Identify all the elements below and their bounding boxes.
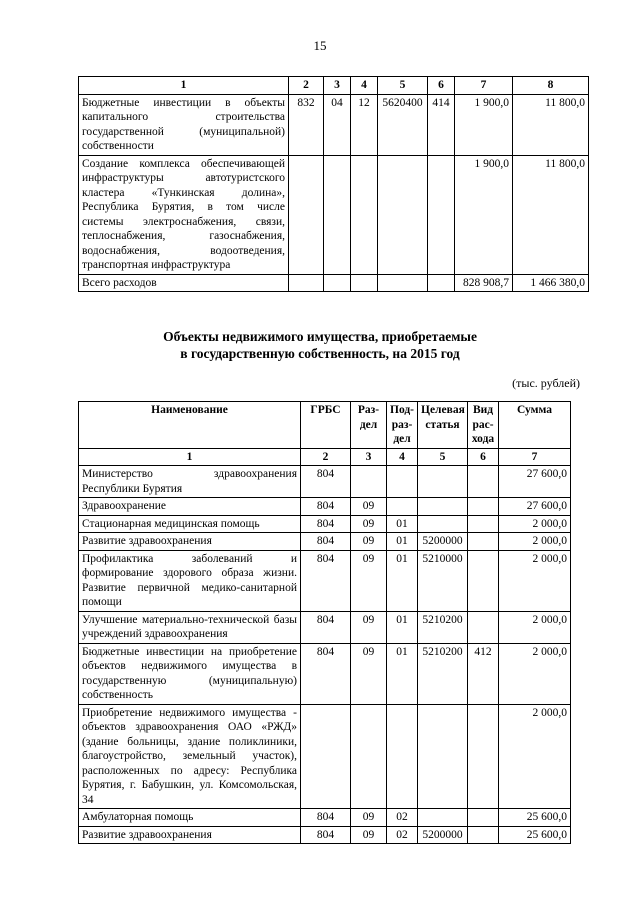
row-expense-type bbox=[468, 809, 499, 827]
col-number: 3 bbox=[324, 77, 351, 95]
col-number: 7 bbox=[455, 77, 513, 95]
header-target-article: Целевая статья bbox=[418, 402, 468, 449]
col-number: 7 bbox=[499, 448, 571, 466]
page-number: 15 bbox=[313, 38, 327, 53]
row-podrazdel bbox=[387, 498, 418, 516]
row-target-article: 5210000 bbox=[418, 550, 468, 611]
property-acquisition-table bbox=[78, 401, 571, 844]
row-grbs: 804 bbox=[301, 643, 351, 704]
row-podrazdel: 01 bbox=[387, 550, 418, 611]
row-podrazdel: 01 bbox=[387, 533, 418, 551]
row-sum: 25 600,0 bbox=[499, 809, 571, 827]
row-razdel bbox=[351, 466, 387, 498]
row-sum: 27 600,0 bbox=[499, 466, 571, 498]
col-number: 8 bbox=[513, 77, 589, 95]
row-sum: 25 600,0 bbox=[499, 826, 571, 844]
col-number: 3 bbox=[351, 448, 387, 466]
col-number: 4 bbox=[387, 448, 418, 466]
col-number: 2 bbox=[301, 448, 351, 466]
row-razdel: 09 bbox=[351, 498, 387, 516]
row-expense-type bbox=[468, 611, 499, 643]
row-razdel: 09 bbox=[351, 826, 387, 844]
row-target-article bbox=[418, 498, 468, 516]
row-expense-type bbox=[428, 155, 455, 274]
row-name: Амбулаторная помощь bbox=[79, 809, 301, 827]
row-razdel: 09 bbox=[351, 515, 387, 533]
row-podrazdel: 01 bbox=[387, 515, 418, 533]
table2-number-row bbox=[79, 448, 571, 466]
row-podrazdel: 12 bbox=[351, 94, 378, 155]
row-name: Улучшение материально-технической базы учреждений здравоохранения bbox=[79, 611, 301, 643]
row-sum: 2 000,0 bbox=[499, 533, 571, 551]
col-number: 4 bbox=[351, 77, 378, 95]
row-name: Всего расходов bbox=[79, 274, 289, 292]
row-sum-2015: 828 908,7 bbox=[455, 274, 513, 292]
row-name: Здравоохранение bbox=[79, 498, 301, 516]
col-number: 2 bbox=[289, 77, 324, 95]
col-number: 6 bbox=[468, 448, 499, 466]
row-podrazdel bbox=[387, 704, 418, 809]
row-expense-type bbox=[468, 498, 499, 516]
row-expense-type: 414 bbox=[428, 94, 455, 155]
table-row bbox=[79, 704, 571, 809]
header-sum: Сумма bbox=[499, 402, 571, 449]
row-razdel: 09 bbox=[351, 611, 387, 643]
budget-table-continuation bbox=[78, 76, 589, 292]
row-target-article bbox=[378, 274, 428, 292]
row-grbs: 804 bbox=[301, 826, 351, 844]
row-grbs: 804 bbox=[301, 533, 351, 551]
row-target-article bbox=[418, 704, 468, 809]
row-razdel: 09 bbox=[351, 550, 387, 611]
table-row bbox=[79, 533, 571, 551]
section-title bbox=[0, 328, 640, 362]
row-target-article: 5200000 bbox=[418, 826, 468, 844]
units-label: (тыс. рублей) bbox=[512, 376, 580, 390]
row-sum: 27 600,0 bbox=[499, 498, 571, 516]
row-expense-type bbox=[468, 533, 499, 551]
row-target-article bbox=[418, 809, 468, 827]
table-row bbox=[79, 826, 571, 844]
row-podrazdel bbox=[351, 274, 378, 292]
row-sum-2015: 1 900,0 bbox=[455, 94, 513, 155]
row-razdel: 04 bbox=[324, 94, 351, 155]
row-razdel bbox=[324, 274, 351, 292]
table-row bbox=[79, 550, 571, 611]
row-sum-total: 11 800,0 bbox=[513, 155, 589, 274]
row-grbs bbox=[289, 155, 324, 274]
table-row bbox=[79, 498, 571, 516]
table-row bbox=[79, 809, 571, 827]
row-name: Приобретение недвижимого имущества - объектов здравоохранения ОАО «РЖД» (здание больницы, здание поликлиники, благоустройство, земельный участок), расположенных по адресу: Республика Бурятия, г. Бабушкин, ул. Комсомольская, 34 bbox=[79, 704, 301, 809]
row-grbs: 804 bbox=[301, 550, 351, 611]
col-number: 5 bbox=[418, 448, 468, 466]
row-sum-total: 1 466 380,0 bbox=[513, 274, 589, 292]
table-row bbox=[79, 466, 571, 498]
row-expense-type bbox=[468, 704, 499, 809]
row-name: Стационарная медицинская помощь bbox=[79, 515, 301, 533]
table1-number-row bbox=[79, 77, 589, 95]
row-grbs: 832 bbox=[289, 94, 324, 155]
col-number: 1 bbox=[79, 448, 301, 466]
table-row-total bbox=[79, 274, 589, 292]
row-grbs bbox=[289, 274, 324, 292]
row-razdel bbox=[351, 704, 387, 809]
row-podrazdel: 02 bbox=[387, 826, 418, 844]
row-grbs: 804 bbox=[301, 498, 351, 516]
row-sum: 2 000,0 bbox=[499, 704, 571, 809]
col-number: 5 bbox=[378, 77, 428, 95]
row-name: Министерство здравоохранения Республики Бурятия bbox=[79, 466, 301, 498]
row-name: Бюджетные инвестиции на приобретение объектов недвижимого имущества в государственную (муниципальную) собственность bbox=[79, 643, 301, 704]
row-podrazdel bbox=[351, 155, 378, 274]
row-podrazdel: 01 bbox=[387, 611, 418, 643]
row-name: Бюджетные инвестиции в объекты капитального строительства государственной (муниципальной) собственности bbox=[79, 94, 289, 155]
table-row bbox=[79, 155, 589, 274]
row-target-article: 5620400 bbox=[378, 94, 428, 155]
row-expense-type bbox=[468, 826, 499, 844]
row-grbs: 804 bbox=[301, 466, 351, 498]
row-expense-type bbox=[468, 515, 499, 533]
row-target-article: 5210200 bbox=[418, 643, 468, 704]
header-expense-type: Вид рас- хода bbox=[468, 402, 499, 449]
table-row bbox=[79, 611, 571, 643]
row-razdel: 09 bbox=[351, 533, 387, 551]
row-expense-type bbox=[468, 550, 499, 611]
row-razdel: 09 bbox=[351, 643, 387, 704]
section-title-line: Объекты недвижимого имущества, приобретаемые bbox=[163, 329, 477, 344]
row-name: Развитие здравоохранения bbox=[79, 533, 301, 551]
table-row bbox=[79, 94, 589, 155]
row-grbs: 804 bbox=[301, 515, 351, 533]
row-razdel bbox=[324, 155, 351, 274]
col-number: 6 bbox=[428, 77, 455, 95]
row-podrazdel bbox=[387, 466, 418, 498]
row-target-article: 5210200 bbox=[418, 611, 468, 643]
row-name: Профилактика заболеваний и формирование здорового образа жизни. Развитие первичной медико-санитарной помощи bbox=[79, 550, 301, 611]
row-sum-total: 11 800,0 bbox=[513, 94, 589, 155]
row-sum-2015: 1 900,0 bbox=[455, 155, 513, 274]
row-name: Создание комплекса обеспечивающей инфраструктуры автотуристского кластера «Тункинская долина», Республика Бурятия, в том числе системы электроснабжения, связи, теплоснабжения, газоснабжения, водоснабжения, водоотведения, транспортная инфраструктура bbox=[79, 155, 289, 274]
row-sum: 2 000,0 bbox=[499, 550, 571, 611]
row-sum: 2 000,0 bbox=[499, 515, 571, 533]
header-grbs: ГРБС bbox=[301, 402, 351, 449]
table-row bbox=[79, 643, 571, 704]
header-podrazdel: Под- раз- дел bbox=[387, 402, 418, 449]
row-expense-type: 412 bbox=[468, 643, 499, 704]
row-target-article bbox=[378, 155, 428, 274]
row-target-article: 5200000 bbox=[418, 533, 468, 551]
row-name: Развитие здравоохранения bbox=[79, 826, 301, 844]
header-razdel: Раз- дел bbox=[351, 402, 387, 449]
row-sum: 2 000,0 bbox=[499, 611, 571, 643]
row-grbs: 804 bbox=[301, 611, 351, 643]
row-sum: 2 000,0 bbox=[499, 643, 571, 704]
row-target-article bbox=[418, 466, 468, 498]
row-target-article bbox=[418, 515, 468, 533]
row-expense-type bbox=[428, 274, 455, 292]
table-row bbox=[79, 515, 571, 533]
col-number: 1 bbox=[79, 77, 289, 95]
table2-header-row bbox=[79, 402, 571, 449]
row-grbs bbox=[301, 704, 351, 809]
header-name: Наименование bbox=[79, 402, 301, 449]
row-podrazdel: 01 bbox=[387, 643, 418, 704]
row-grbs: 804 bbox=[301, 809, 351, 827]
row-podrazdel: 02 bbox=[387, 809, 418, 827]
row-razdel: 09 bbox=[351, 809, 387, 827]
section-title-line: в государственную собственность, на 2015 год bbox=[180, 346, 460, 361]
row-expense-type bbox=[468, 466, 499, 498]
